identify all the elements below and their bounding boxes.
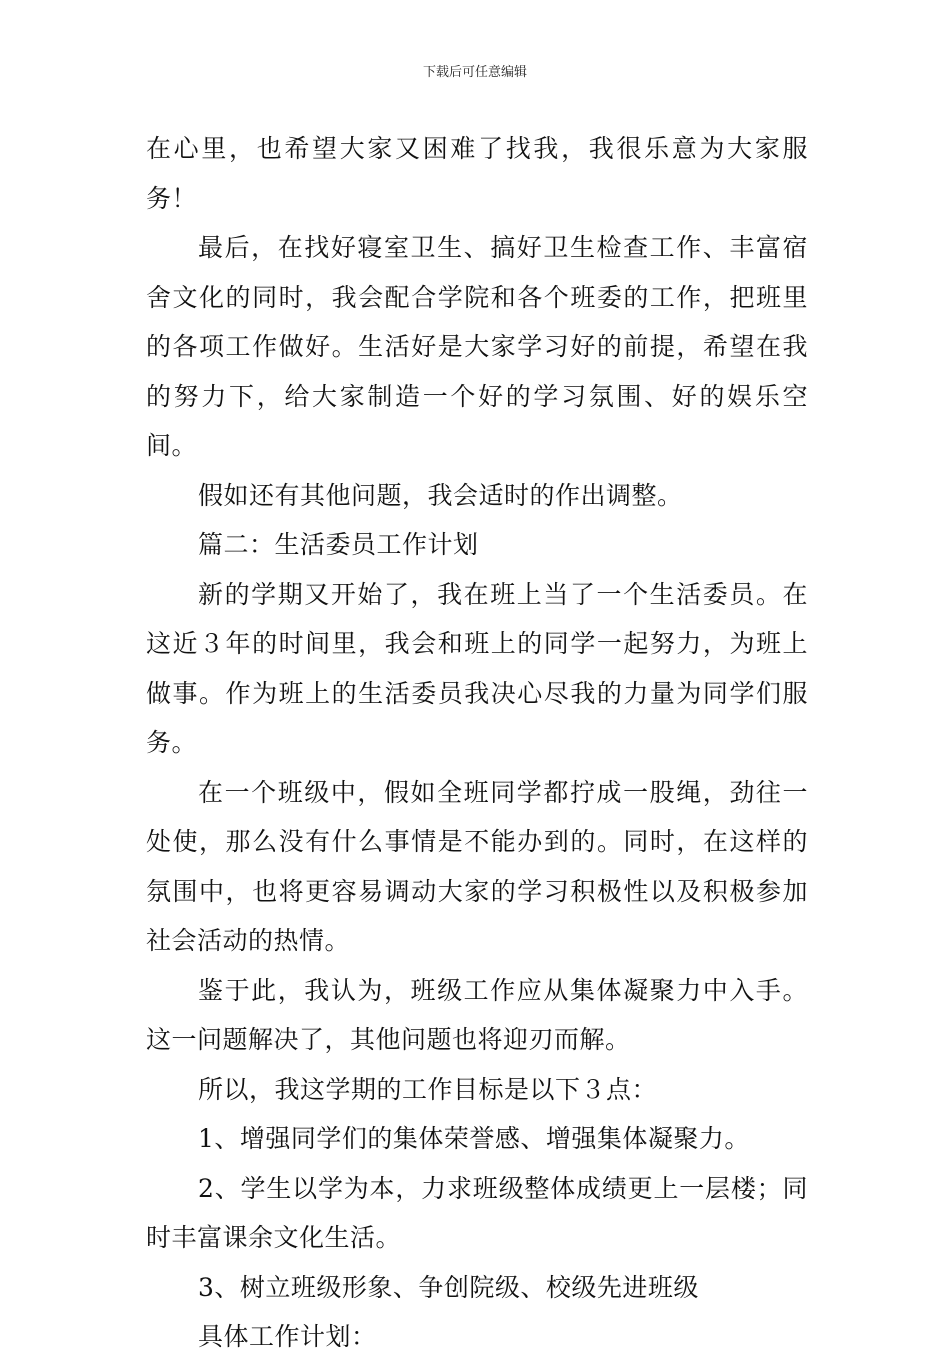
paragraph-1: 在心里，也希望大家又困难了找我，我很乐意为大家服务！ — [146, 134, 808, 213]
page-header: 下载后可任意编辑 — [422, 65, 527, 80]
paragraph-7: 鉴于此，我认为，班级工作应从集体凝聚力中入手。这一问题解决了，其他问题也将迎刃而解。 — [146, 975, 808, 1054]
goal-item-3: 3、树立班级形象、争创院级、校级先进班级 — [198, 1272, 699, 1302]
paragraph-8: 所以，我这学期的工作目标是以下３点： — [198, 1074, 658, 1104]
paragraph-6: 在一个班级中，假如全班同学都拧成一股绳，劲往一处使，那么没有什么事情是不能办到的。同时，在这样的氛围中，也将更容易调动大家的学习积极性以及积极参加社会活动的热情。 — [146, 777, 808, 955]
document-body — [146, 124, 808, 1362]
goal-item-2: 2、学生以学为本，力求班级整体成绩更上一层楼；同时丰富课余文化生活。 — [146, 1173, 808, 1252]
paragraph-5: 新的学期又开始了，我在班上当了一个生活委员。在这近３年的时间里，我会和班上的同学一起努力，为班上做事。作为班上的生活委员我决心尽我的力量为同学们服务。 — [146, 579, 808, 757]
paragraph-12: 具体工作计划： — [198, 1322, 377, 1351]
paragraph-3: 假如还有其他问题，我会适时的作出调整。 — [198, 480, 683, 510]
paragraph-2: 最后，在找好寝室卫生、搞好卫生检查工作、丰富宿舍文化的同时，我会配合学院和各个班委的工作，把班里的各项工作做好。生活好是大家学习好的前提，希望在我的努力下，给大家制造一个好的学习氛围、好的娱乐空间。 — [146, 233, 808, 460]
section-heading: 篇二：生活委员工作计划 — [198, 530, 479, 559]
goal-item-1: 1、增强同学们的集体荣誉感、增强集体凝聚力。 — [198, 1124, 750, 1153]
